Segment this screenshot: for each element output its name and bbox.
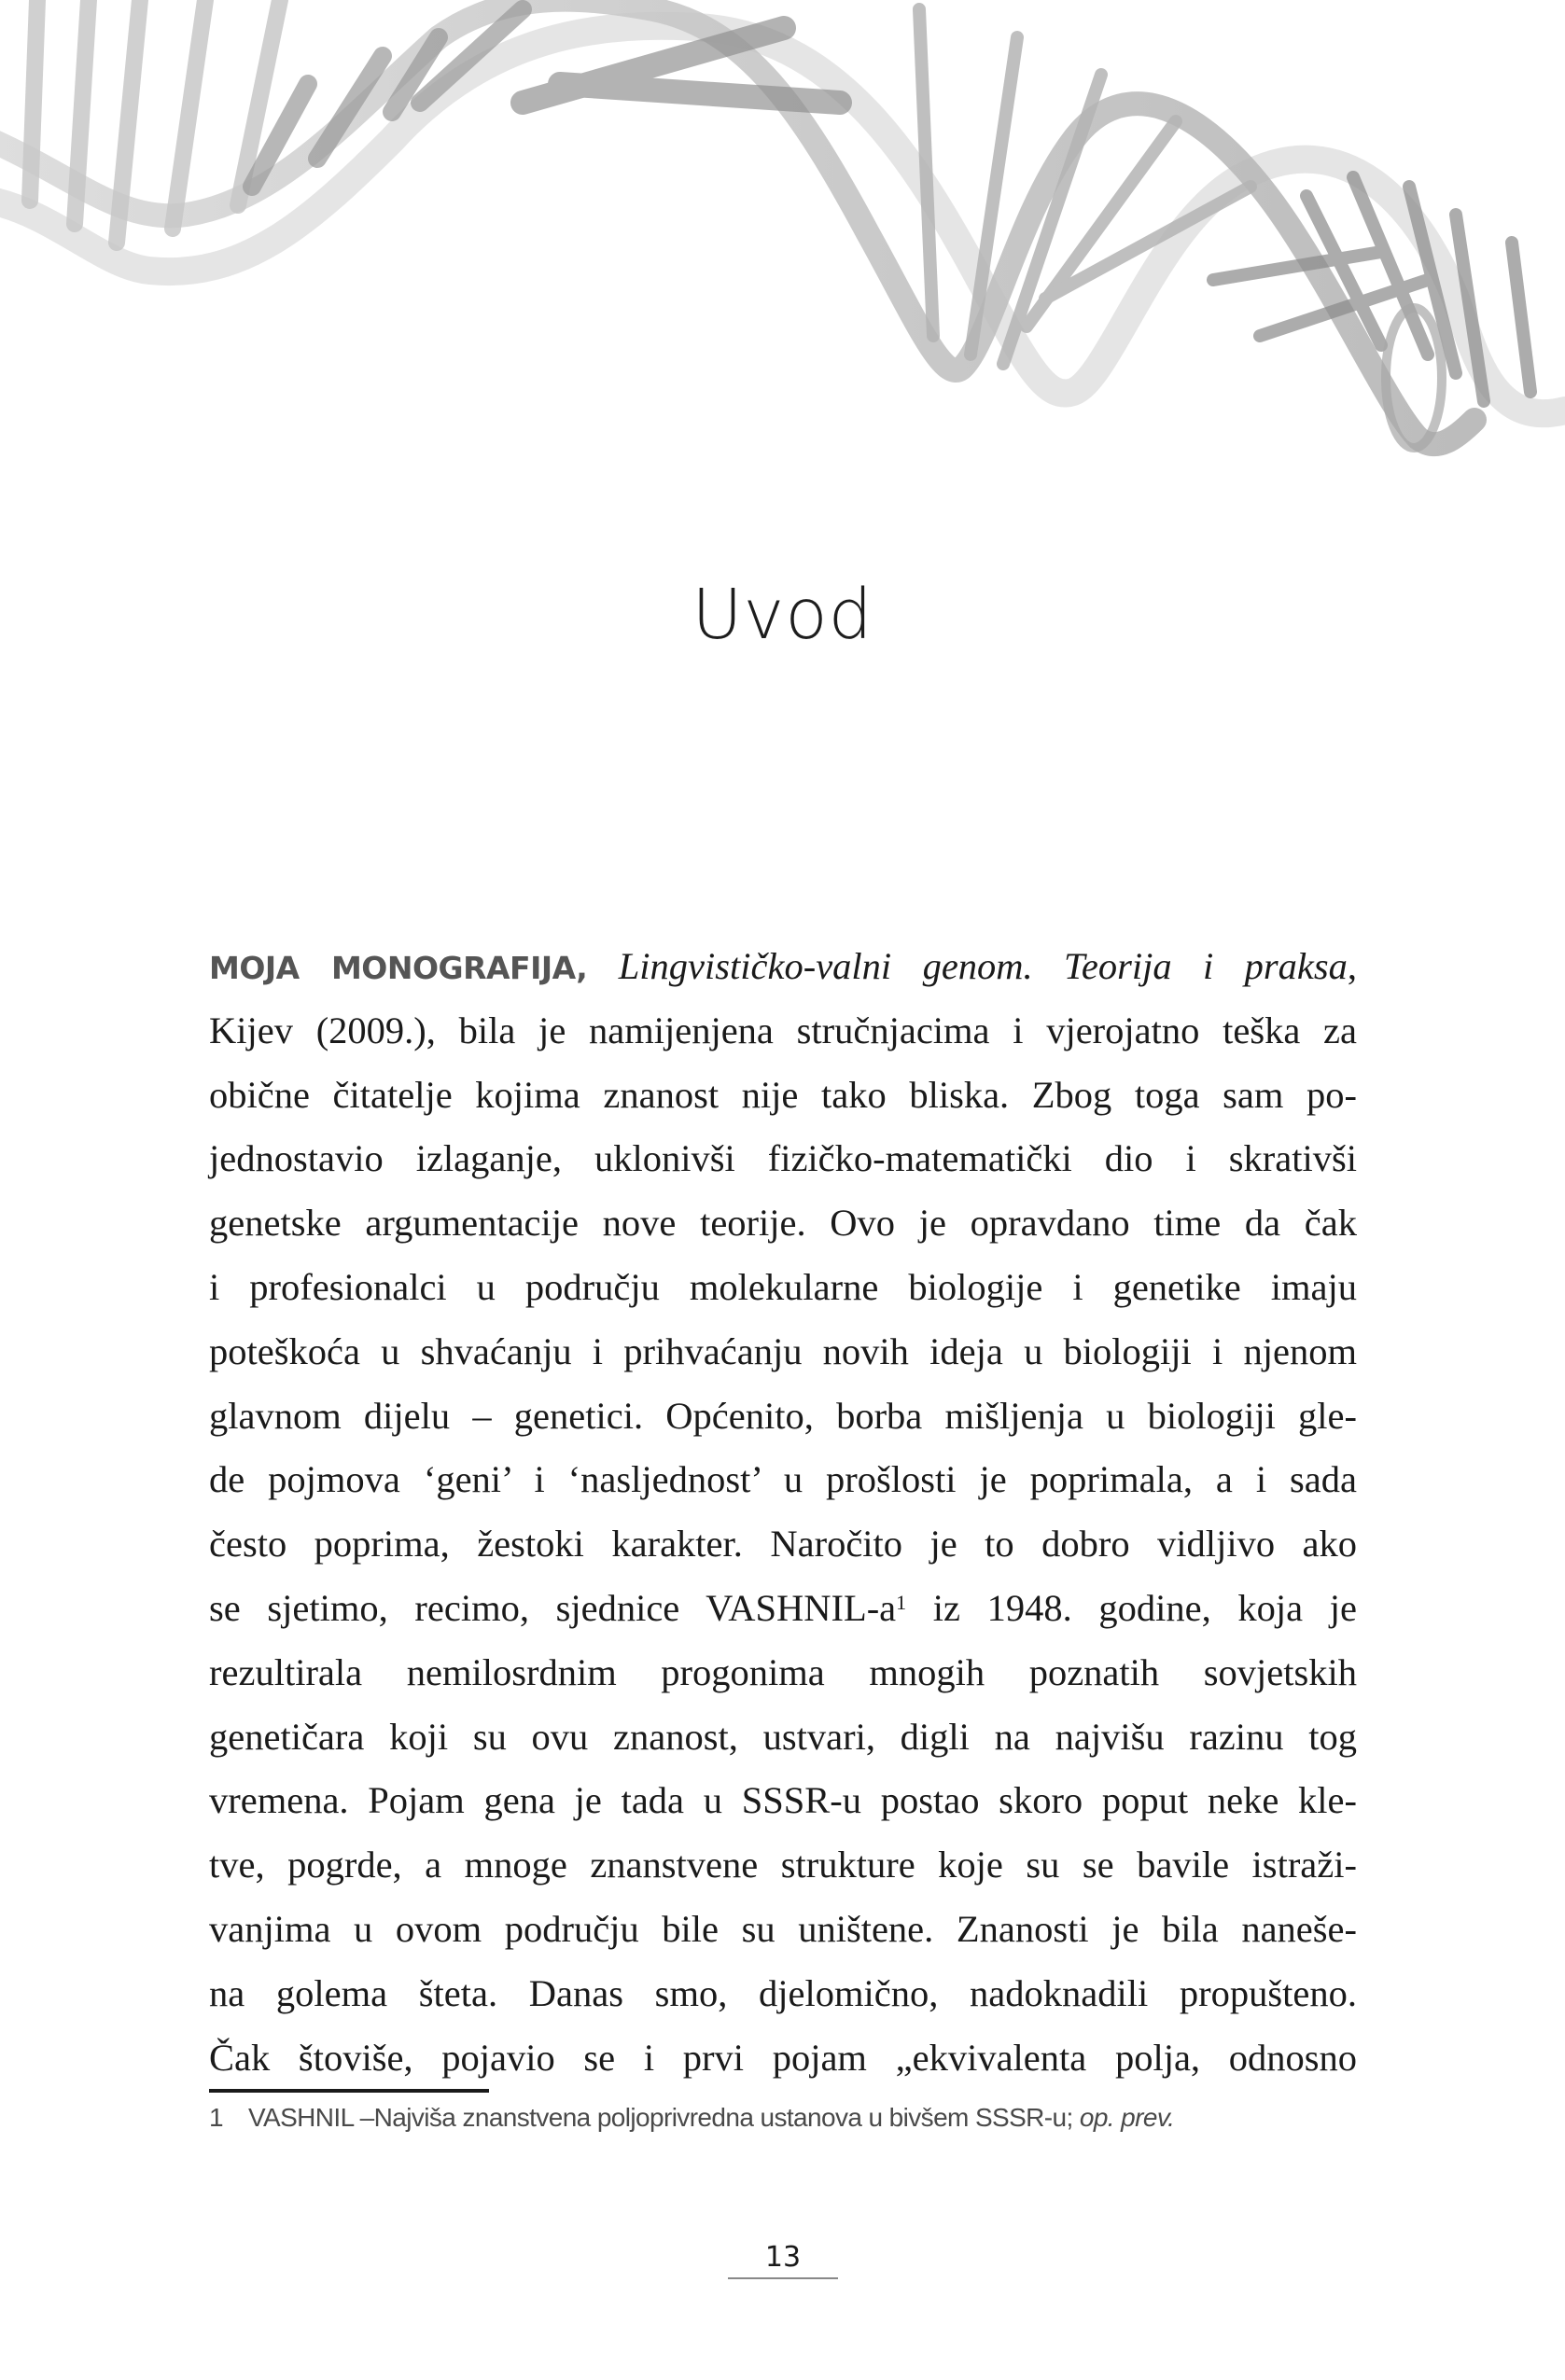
- body-line: genetičara koji su ovu znanost, ustvari, digli na najvišu razinu tog: [209, 1715, 1357, 1758]
- body-line: glavnom dijelu – genetici. Općenito, borba mišljenja u biologiji gle-: [209, 1394, 1357, 1437]
- chapter-title: Uvod: [692, 574, 873, 655]
- body-line: Čak štoviše, pojavio se i prvi pojam „ekvivalenta polja, odnosno: [209, 2036, 1357, 2079]
- page-number: 13: [764, 2241, 802, 2274]
- vashnil-text-before: se sjetimo, recimo, sjednice VASHNIL-a: [209, 1586, 897, 1629]
- footnote-reference[interactable]: 1: [896, 1590, 907, 1614]
- body-line: obične čitatelje kojima znanost nije tako bliska. Zbog toga sam po-: [209, 1073, 1357, 1116]
- vashnil-text-after: iz 1948. godine, koja je: [906, 1586, 1357, 1629]
- body-paragraph: [209, 935, 1357, 2090]
- page-number-underline: [728, 2277, 838, 2279]
- body-line: jednostavio izlaganje, uklonivši fizičko-matematički dio i skrativši: [209, 1137, 1357, 1180]
- body-line-with-footnote-ref: [209, 1577, 1357, 1641]
- lead-comma: ,: [1347, 945, 1358, 987]
- body-line: i profesionalci u području molekularne biologije i genetike imaju: [209, 1265, 1357, 1308]
- body-line: de pojmova ‘geni’ i ‘nasljednost’ u prošlosti je poprimala, a i sada: [209, 1458, 1357, 1501]
- body-line: vanjima u ovom području bile su uništene. Znanosti je bila naneše-: [209, 1907, 1357, 1950]
- lead-caps-text: MOJA MONOGRAFIJA,: [209, 950, 588, 986]
- footnote-number: 1: [209, 2103, 223, 2132]
- footnote-text: VASHNIL –Najviša znanstvena poljoprivredna ustanova u bivšem SSSR-u;: [248, 2103, 1080, 2132]
- footnote-translator-note: op. prev.: [1079, 2103, 1175, 2132]
- footnote: [209, 2103, 1174, 2133]
- body-line: rezultirala nemilosrdnim progonima mnogih poznatih sovjetskih: [209, 1650, 1357, 1693]
- body-line: Kijev (2009.), bila je namijenjena stručnjacima i vjerojatno teška za: [209, 1009, 1357, 1051]
- footnote-divider: [209, 2089, 489, 2093]
- body-line: vremena. Pojam gena je tada u SSSR-u postao skoro poput neke kle-: [209, 1779, 1357, 1822]
- body-line: poteškoća u shvaćanju i prihvaćanju novih ideja u biologiji i njenom: [209, 1329, 1357, 1372]
- dna-helix-banner-image: [0, 0, 1565, 466]
- body-line: na golema šteta. Danas smo, djelomično, nadoknadili propušteno.: [209, 1971, 1357, 2014]
- monograph-title-italic: Lingvističko-valni genom. Teorija i praksa: [618, 945, 1348, 987]
- body-line: tve, pogrde, a mnoge znanstvene strukture koje su se bavile istraži-: [209, 1844, 1357, 1886]
- body-line: genetske argumentacije nove teorije. Ovo je opravdano time da čak: [209, 1202, 1357, 1245]
- body-line: često poprima, žestoki karakter. Naročito je to dobro vidljivo ako: [209, 1523, 1357, 1566]
- body-line-lead: [209, 935, 1357, 999]
